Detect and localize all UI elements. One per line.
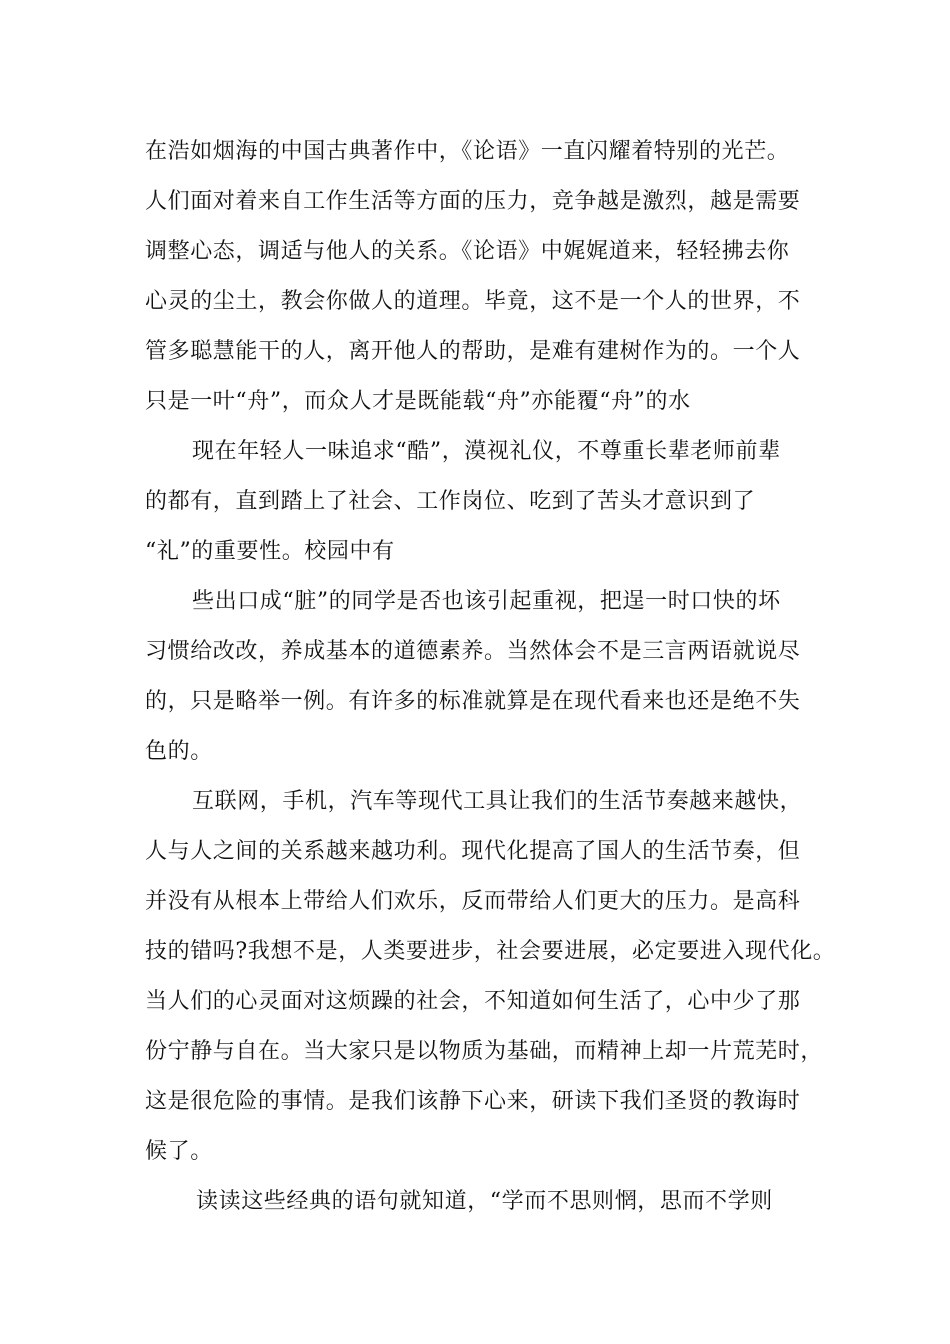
text-line: 色的。 <box>145 739 213 764</box>
text-line: 调整心态，调适与他人的关系。《论语》中娓娓道来，轻轻拂去你 <box>145 239 790 264</box>
text-line: 互联网，手机，汽车等现代工具让我们的生活节奏越来越快， <box>192 789 803 814</box>
text-line: 人们面对着来自工作生活等方面的压力，竞争越是激烈，越是需要 <box>145 189 801 214</box>
text-line: 在浩如烟海的中国古典著作中，《论语》一直闪耀着特别的光芒。 <box>145 139 790 164</box>
text-line: 读读这些经典的语句就知道，“学而不思则惘，思而不学则 <box>196 1189 773 1214</box>
text-line: “礼”的重要性。校园中有 <box>145 539 395 564</box>
text-line: 习惯给改改，养成基本的道德素养。当然体会不是三言两语就说尽 <box>145 639 801 664</box>
text-line: 些出口成“脏”的同学是否也该引起重视，把逞一时口快的坏 <box>192 589 781 614</box>
text-line: 并没有从根本上带给人们欢乐，反而带给人们更大的压力。是高科 <box>145 889 801 914</box>
text-line: 心灵的尘土，教会你做人的道理。毕竟，这不是一个人的世界，不 <box>145 289 801 314</box>
text-line: 现在年轻人一味追求“酷”，漠视礼仪，不尊重长辈老师前辈 <box>192 439 781 464</box>
text-line: 当人们的心灵面对这烦躁的社会，不知道如何生活了，心中少了那 <box>145 989 801 1014</box>
text-line: 的都有，直到踏上了社会、工作岗位、吃到了苦头才意识到了 <box>145 489 756 514</box>
text-line: 候了。 <box>145 1139 213 1164</box>
text-line: 的，只是略举一例。有许多的标准就算是在现代看来也还是绝不失 <box>145 689 801 714</box>
text-line: 这是很危险的事情。是我们该静下心来，研读下我们圣贤的教诲时 <box>145 1089 801 1114</box>
text-line: 只是一叶“舟”，而众人才是既能载“舟”亦能覆“舟”的水 <box>145 389 691 414</box>
text-line: 份宁静与自在。当大家只是以物质为基础，而精神上却一片荒芜时， <box>145 1039 824 1064</box>
text-line: 管多聪慧能干的人，离开他人的帮助，是难有建树作为的。一个人 <box>145 339 801 364</box>
text-line: 技的错吗?我想不是，人类要进步，社会要进展，必定要进入现代化。 <box>145 939 836 964</box>
text-line: 人与人之间的关系越来越功利。现代化提高了国人的生活节奏，但 <box>145 839 801 864</box>
